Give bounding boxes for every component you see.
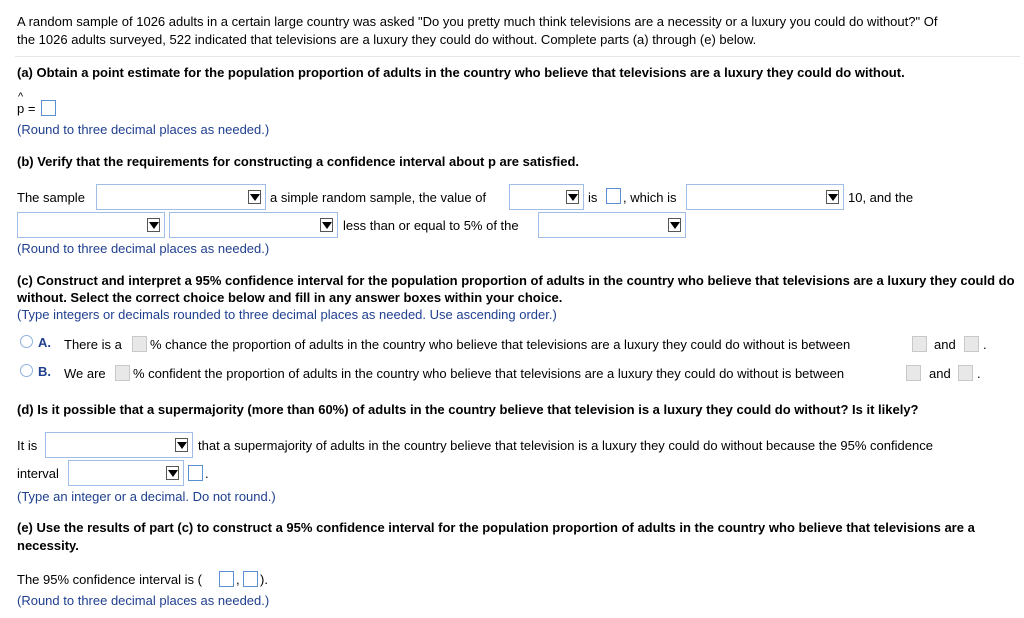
part-b-text-is: is xyxy=(588,190,598,205)
chevron-down-icon xyxy=(566,190,579,204)
option-a-period: . xyxy=(983,337,987,352)
requirement-verb-dropdown[interactable] xyxy=(169,212,338,238)
population-dropdown[interactable] xyxy=(538,212,686,238)
option-b-lower-bound-box[interactable] xyxy=(906,365,921,381)
part-d-prompt: (d) Is it possible that a supermajority (more than 60%) of adults in the country believe that television is a luxury they could do without? Is it likely? xyxy=(17,402,919,417)
part-c-prompt-line2: without. Select the correct choice below and fill in any answer boxes within your choice. xyxy=(17,290,563,305)
part-e-upper-bound-box[interactable] xyxy=(243,571,258,587)
p-hat-accent: ^ xyxy=(18,91,24,103)
chevron-down-icon xyxy=(320,218,333,232)
option-a-radio[interactable] xyxy=(20,335,33,348)
option-a-text-and: and xyxy=(934,337,956,352)
part-b-hint: (Round to three decimal places as needed.) xyxy=(17,241,270,256)
divider xyxy=(15,56,1020,57)
part-d-hint: (Type an integer or a decimal. Do not round.) xyxy=(17,489,276,504)
part-d-value-box[interactable] xyxy=(188,465,203,481)
statistic-dropdown[interactable] xyxy=(509,184,584,210)
option-a-letter: A. xyxy=(38,335,51,350)
chevron-down-icon xyxy=(147,218,160,232)
likelihood-dropdown[interactable] xyxy=(45,432,193,458)
p-hat-label: p = xyxy=(17,101,36,116)
option-b-period: . xyxy=(977,366,981,381)
part-c-prompt-line1: (c) Construct and interpret a 95% confidence interval for the population proportion of adults in the country who believe that televisions are a luxury they could do xyxy=(17,273,1015,288)
option-b-text-and: and xyxy=(929,366,951,381)
part-e-prompt-line2: necessity. xyxy=(17,538,79,553)
part-e-close-paren: ). xyxy=(260,572,268,587)
interval-relation-dropdown[interactable] xyxy=(68,460,184,486)
option-a-upper-bound-box[interactable] xyxy=(964,336,979,352)
chevron-down-icon xyxy=(248,190,261,204)
part-d-text-it-is: It is xyxy=(17,438,38,453)
part-a-hint: (Round to three decimal places as needed.) xyxy=(17,122,270,137)
option-a-text-1: There is a xyxy=(64,337,122,352)
option-b-percent-box[interactable] xyxy=(115,365,130,381)
part-e-prompt-line1: (e) Use the results of part (c) to construct a 95% confidence interval for the population proportion of adults in the country who believe that televisions are a xyxy=(17,520,975,535)
comparison-dropdown[interactable] xyxy=(686,184,844,210)
part-c-hint: (Type integers or decimals rounded to three decimal places as needed. Use ascending order.) xyxy=(17,307,557,322)
chevron-down-icon xyxy=(166,466,179,480)
problem-statement-line1: A random sample of 1026 adults in a certain large country was asked "Do you pretty much think televisions are a necessity or a luxury you could do without?" Of xyxy=(17,14,938,29)
part-b-text-five-percent: less than or equal to 5% of the xyxy=(343,218,519,233)
part-d-text-interval: interval xyxy=(17,466,59,481)
part-b-text-srs: a simple random sample, the value of xyxy=(270,190,487,205)
option-b-text-1: We are xyxy=(64,366,106,381)
part-a-prompt: (a) Obtain a point estimate for the population proportion of adults in the country who believe that televisions are a luxury they could do without. xyxy=(17,65,905,80)
chevron-down-icon xyxy=(175,438,188,452)
part-b-text-ten: 10, and the xyxy=(848,190,914,205)
option-a-text-2: % chance the proportion of adults in the country who believe that televisions are a luxury they could do without is between xyxy=(150,337,851,352)
option-b-radio[interactable] xyxy=(20,364,33,377)
chevron-down-icon xyxy=(826,190,839,204)
part-b-text-which-is: , which is xyxy=(623,190,677,205)
part-e-lower-bound-box[interactable] xyxy=(219,571,234,587)
problem-statement-line2: the 1026 adults surveyed, 522 indicated that televisions are a luxury they could do without. Complete parts (a) through (e) below. xyxy=(17,32,757,47)
part-b-prompt: (b) Verify that the requirements for constructing a confidence interval about p are satisfied. xyxy=(17,154,580,169)
option-a-percent-box[interactable] xyxy=(132,336,147,352)
option-b-upper-bound-box[interactable] xyxy=(958,365,973,381)
part-e-text-ci: The 95% confidence interval is ( xyxy=(17,572,202,587)
part-b-text-sample: The sample xyxy=(17,190,85,205)
sample-type-dropdown[interactable] xyxy=(96,184,266,210)
requirement-subject-dropdown[interactable] xyxy=(17,212,165,238)
part-d-text-reason: that a supermajority of adults in the country believe that television is a luxury they could do without because the 95% confidence xyxy=(198,438,933,453)
part-e-hint: (Round to three decimal places as needed.) xyxy=(17,593,270,608)
option-a-lower-bound-box[interactable] xyxy=(912,336,927,352)
option-b-letter: B. xyxy=(38,364,51,379)
p-hat-answer-box[interactable] xyxy=(41,100,56,116)
statistic-value-box[interactable] xyxy=(606,188,621,204)
part-e-comma: , xyxy=(236,572,240,587)
chevron-down-icon xyxy=(668,218,681,232)
part-d-period: . xyxy=(205,466,209,481)
option-b-text-2: % confident the proportion of adults in the country who believe that televisions are a luxury they could do without is between xyxy=(133,366,845,381)
